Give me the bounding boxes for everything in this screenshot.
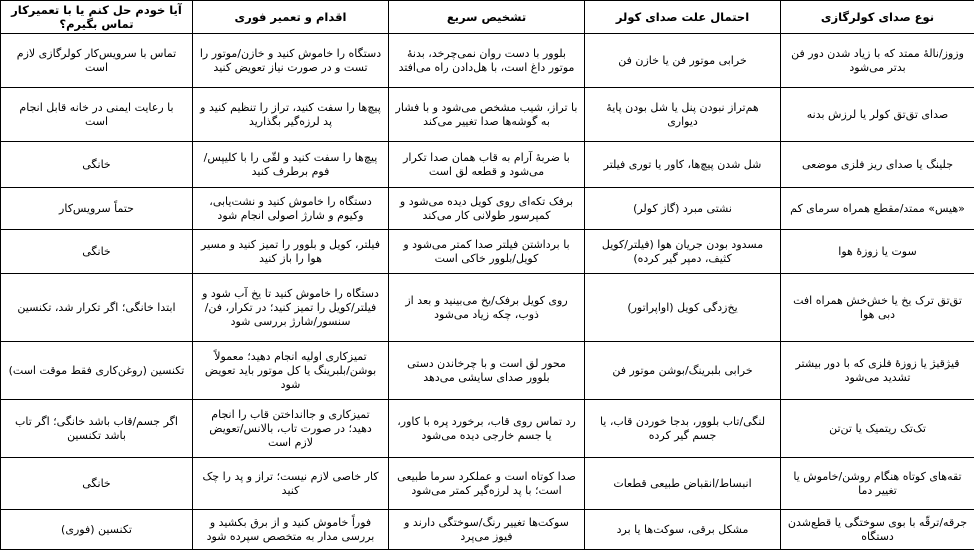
cell-noise-type: قیژقیژ یا زوزهٔ فلزی که با دور بیشتر تشدید می‌شود bbox=[781, 342, 974, 400]
header-row bbox=[1, 1, 974, 34]
header-quick-diagnosis: تشخیص سریع bbox=[389, 1, 585, 34]
cell-probable-cause: یخ‌زدگی کویل (اواپراتور) bbox=[585, 274, 781, 342]
cell-diy-or-technician: تکنسین (روغن‌کاری فقط موقت است) bbox=[1, 342, 193, 400]
cell-quick-diagnosis: روی کویل برفک/یخ می‌بینید و بعد از ذوب، چکه زیاد می‌شود bbox=[389, 274, 585, 342]
cell-quick-diagnosis: با ضربهٔ آرام به قاب همان صدا تکرار می‌شود و قطعه لق است bbox=[389, 142, 585, 188]
cell-noise-type: جرقه/ترقّه با بوی سوختگی یا قطع‌شدن دستگاه bbox=[781, 510, 974, 550]
cell-action: تمیزکاری اولیه انجام دهید؛ معمولاً بوشن/بلبرینگ یا کل موتور باید تعویض شود bbox=[193, 342, 389, 400]
table-row bbox=[1, 34, 974, 88]
cell-diy-or-technician: حتماً سرویس‌کار bbox=[1, 188, 193, 230]
table-row bbox=[1, 230, 974, 274]
cell-noise-type: سوت یا زوزهٔ هوا bbox=[781, 230, 974, 274]
cell-noise-type: تک‌تک ریتمیک یا تن‌تن bbox=[781, 400, 974, 458]
cell-diy-or-technician: خانگی bbox=[1, 142, 193, 188]
cell-diy-or-technician: با رعایت ایمنی در خانه قابل انجام است bbox=[1, 88, 193, 142]
cell-diy-or-technician: تکنسین (فوری) bbox=[1, 510, 193, 550]
cell-action: پیچ‌ها را سفت کنید، تراز را تنظیم کنید و پد لرزه‌گیر بگذارید bbox=[193, 88, 389, 142]
cell-action: دستگاه را خاموش کنید تا یخ آب شود و فیلتر/کویل را تمیز کنید؛ در تکرار، فن/سنسور/شارژ بررسی شود bbox=[193, 274, 389, 342]
header-probable-cause: احتمال علت صدای کولر bbox=[585, 1, 781, 34]
cell-probable-cause: لنگی/تاب بلوور، بدجا خوردن قاب، یا جسم گیر کرده bbox=[585, 400, 781, 458]
cell-quick-diagnosis: بلوور با دست روان نمی‌چرخد، بدنهٔ موتور داغ است، با هل‌دادن راه می‌افتد bbox=[389, 34, 585, 88]
cell-probable-cause: خرابی موتور فن یا خازن فن bbox=[585, 34, 781, 88]
cell-quick-diagnosis: با تراز، شیب مشخص می‌شود و با فشار به گوشه‌ها صدا تغییر می‌کند bbox=[389, 88, 585, 142]
header-action: اقدام و تعمیر فوری bbox=[193, 1, 389, 34]
table-row bbox=[1, 142, 974, 188]
cell-probable-cause: خرابی بلبرینگ/بوشن موتور فن bbox=[585, 342, 781, 400]
cell-noise-type: «هیس» ممتد/مقطع همراه سرمای کم bbox=[781, 188, 974, 230]
table-row bbox=[1, 274, 974, 342]
cell-quick-diagnosis: برفک تکه‌ای روی کویل دیده می‌شود و کمپرسور طولانی کار می‌کند bbox=[389, 188, 585, 230]
cell-probable-cause: مشکل برقی، سوکت‌ها یا برد bbox=[585, 510, 781, 550]
table-row bbox=[1, 458, 974, 510]
cell-quick-diagnosis: صدا کوتاه است و عملکرد سرما طبیعی است؛ با پد لرزه‌گیر کمتر می‌شود bbox=[389, 458, 585, 510]
cell-action: تمیزکاری و جاانداختن قاب را انجام دهید؛ در صورت تاب، بالانس/تعویض لازم است bbox=[193, 400, 389, 458]
table-row bbox=[1, 342, 974, 400]
cell-noise-type: وزوز/نالهٔ ممتد که با زیاد شدن دور فن بدتر می‌شود bbox=[781, 34, 974, 88]
cell-probable-cause: شل شدن پیچ‌ها، کاور یا توری فیلتر bbox=[585, 142, 781, 188]
cell-noise-type: تقه‌های کوتاه هنگام روشن/خاموش یا تغییر دما bbox=[781, 458, 974, 510]
cell-probable-cause: انبساط/انقباض طبیعی قطعات bbox=[585, 458, 781, 510]
cell-action: دستگاه را خاموش کنید و خازن/موتور را تست و در صورت نیاز تعویض کنید bbox=[193, 34, 389, 88]
cell-quick-diagnosis: محور لق است و با چرخاندن دستی بلوور صدای سایشی می‌دهد bbox=[389, 342, 585, 400]
cell-noise-type: تق‌تق ترک یخ یا خش‌خش همراه افت دبی هوا bbox=[781, 274, 974, 342]
cell-action: کار خاصی لازم نیست؛ تراز و پد را چک کنید bbox=[193, 458, 389, 510]
cell-noise-type: صدای تق‌تق کولر یا لرزش بدنه bbox=[781, 88, 974, 142]
cell-diy-or-technician: خانگی bbox=[1, 458, 193, 510]
cell-quick-diagnosis: با برداشتن فیلتر صدا کمتر می‌شود و کویل/بلوور خاکی است bbox=[389, 230, 585, 274]
header-noise-type: نوع صدای کولرگازی bbox=[781, 1, 974, 34]
table-row bbox=[1, 188, 974, 230]
header-diy-or-technician: آیا خودم حل کنم یا با تعمیرکار تماس بگیرم؟ bbox=[1, 1, 193, 34]
cell-action: فیلتر، کویل و بلوور را تمیز کنید و مسیر هوا را باز کنید bbox=[193, 230, 389, 274]
table-row bbox=[1, 88, 974, 142]
cell-quick-diagnosis: رد تماس روی قاب، برخورد پره با کاور، یا جسم خارجی دیده می‌شود bbox=[389, 400, 585, 458]
cell-quick-diagnosis: سوکت‌ها تغییر رنگ/سوختگی دارند و فیوز می‌پرد bbox=[389, 510, 585, 550]
cell-diy-or-technician: اگر جسم/قاب باشد خانگی؛ اگر تاب باشد تکنسین bbox=[1, 400, 193, 458]
table-row bbox=[1, 400, 974, 458]
cell-action: پیچ‌ها را سفت کنید و لقّی را با کلیپس/فوم برطرف کنید bbox=[193, 142, 389, 188]
cell-diy-or-technician: خانگی bbox=[1, 230, 193, 274]
cell-probable-cause: نشتی مبرد (گاز کولر) bbox=[585, 188, 781, 230]
cell-diy-or-technician: ابتدا خانگی؛ اگر تکرار شد، تکنسین bbox=[1, 274, 193, 342]
cell-noise-type: جلینگ یا صدای ریز فلزی موضعی bbox=[781, 142, 974, 188]
table-row bbox=[1, 510, 974, 550]
cell-probable-cause: مسدود بودن جریان هوا (فیلتر/کویل کثیف، دمپر گیر کرده) bbox=[585, 230, 781, 274]
cell-probable-cause: هم‌تراز نبودن پنل یا شل بودن پایهٔ دیواری bbox=[585, 88, 781, 142]
cell-diy-or-technician: تماس با سرویس‌کار کولرگازی لازم است bbox=[1, 34, 193, 88]
cell-action: فوراً خاموش کنید و از برق بکشید و بررسی مدار به متخصص سپرده شود bbox=[193, 510, 389, 550]
cell-action: دستگاه را خاموش کنید و نشت‌یابی، وکیوم و شارژ اصولی انجام شود bbox=[193, 188, 389, 230]
